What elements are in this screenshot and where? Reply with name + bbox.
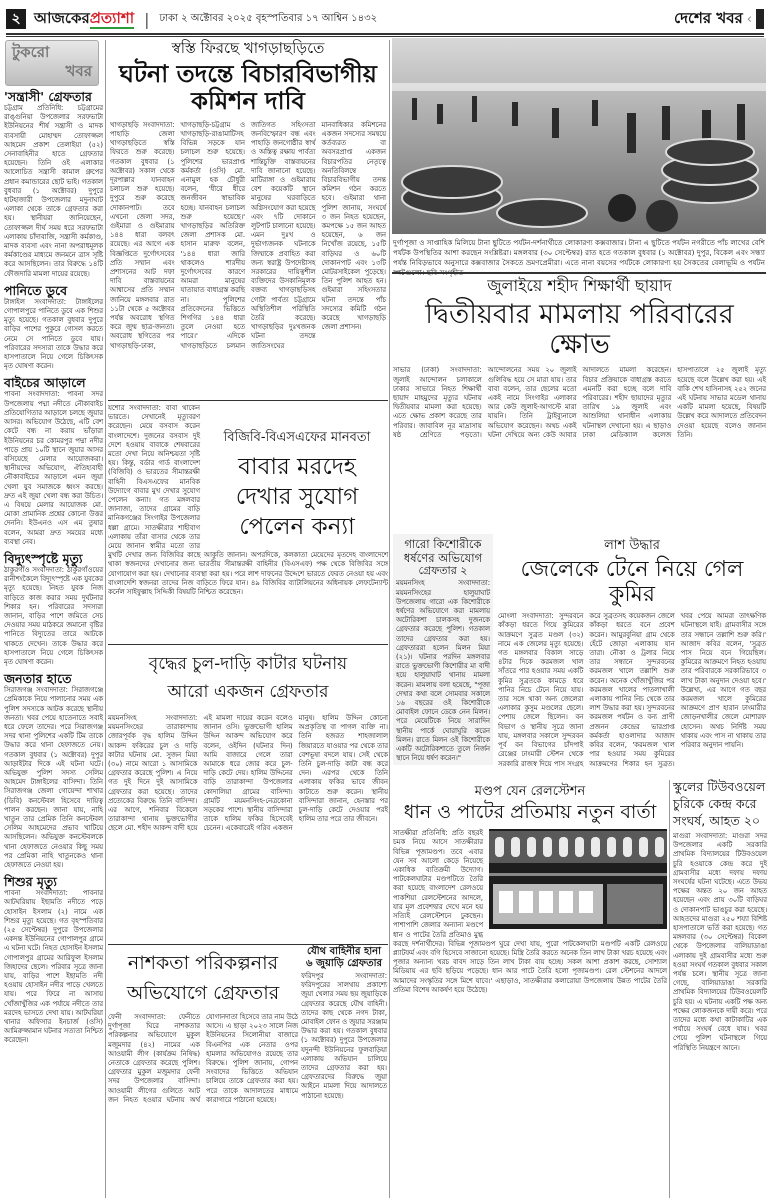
- lead-story: [110, 38, 386, 351]
- brief-title: বাইচের আড়ালে: [4, 375, 86, 391]
- story-headline: বাবার মরদেহ দেখার সুযোগ পেলেন কন্যা: [235, 454, 359, 540]
- brief-story: [4, 671, 103, 870]
- mandap-story: [393, 782, 667, 995]
- brief-body: পাবনা সংবাদদাতা: পাবনার আটঘরিয়ায় ইছামতি নদীতে পড়ে হোসাইন ইসলাম (২) নামে এক শিশুর মৃত্যু হয়েছে। গত বৃহস্পতিবার (২৫ সেপ্টেম্বর) দুপুরে উপজেলার একদন্ত ইউনিয়নের গোপালপুর গ্রামে এ ঘটনা ঘটে। নিহত হোসাইন ইসলাম গোপালপুর গ্রামের আরিফুল ইসলাম জিহাদের ছেলে। পরিবার সূত্রে জানা যায়, বাড়ির পাশে ইছামতি নদী হওয়ায় হোসাইন নদীর পাড়ে খেলতে যায়। পরে ফিরে না আসায় খোঁজাখুঁজির এক পর্যায়ে নদীতে তার মরদেহ ভাসতে দেখা যায়। আটঘরিয়া থানার অফিসার ইনচার্জ (ওসি) আমিরুজ্জামান ঘটনার সত্যতা নিশ্চিত করেছেন।: [4, 889, 103, 1045]
- story-headline: ধান ও পাটের প্রতিমায় নতুন বার্তা: [403, 801, 657, 823]
- divider: [108, 644, 388, 645]
- beach-crowd-image: [392, 38, 766, 234]
- bgb-story: [108, 404, 388, 597]
- sidebar-briefs: [4, 89, 103, 1050]
- story-body: ফেনী সংবাদদাতা: ফেনীতে দুর্গাপূজা ঘিরে নাশকতার পরিকল্পনার অভিযোগে মুকুল মজুমদার (৪২) নামের এক আওয়ামী লীগ (কার্যক্রম নিষিদ্ধ) নেতাকে গ্রেফতার করেছে পুলিশ। গ্রেফতার মুকুল মজুমদার ফেনী সদর উপজেলার বাসিন্দা। আওয়ামী লীগের গুলিতে আট জন নিহত হওয়ার ঘটনায় অর্থ যোগানদাতা হিসেবে তার নাম উঠে আসে। এ ছাড়া ২০২৩ সালে নিজ ইউনিয়নের সিলোনীয়া বাজারে বিএনপির এক নেতার ওপর হামলার অভিযোগও রয়েছে তার বিরুদ্ধে। পুলিশ জানায়, গোপন সংবাদের ভিত্তিতে অভিযান চালিয়ে তাকে গ্রেফতার করা হয়। পরে তাকে আদালতের মাধ্যমে কারাগারে পাঠানো হয়েছে।: [108, 1013, 298, 1104]
- story-body: ফরিদপুর সংবাদদাতা: ফরিদপুরের সালথায় প্রকাশ্যে জুয়া খেলার সময় ছয় জুয়াড়িকে গ্রেফতার করেছে যৌথ বাহিনী। তাদের কাছ থেকে নগদ টাকা, মোবাইল ফোন ও জুয়ার সরঞ্জাম উদ্ধার করা হয়। গতকাল বুধবার (১ অক্টোবর) দুপুরে উপজেলার যদুনন্দী ইউনিয়নের ফুলবাড়িয়া এলাকায় অভিযান চালিয়ে তাদের গ্রেফতার করা হয়। গ্রেফতারদের বিরুদ্ধে জুয়া আইনে মামলা দিয়ে আদালতে পাঠানো হয়েছে।: [301, 972, 387, 1100]
- crocodile-story: [498, 536, 766, 769]
- story-body: যশোর সংবাদদাতা: বাবা থাকেন ভারতে। সেখানেই মৃত্যুবরণ করেছেন। মেয়ে বসবাস করেন বাংলাদেশে। দুজনের বসবাস দুই দেশে হওয়ায় বাবাকে শেষবারের মতো দেখা নিয়ে অনিশ্চয়তা সৃষ্টি হয়। কিন্তু, বর্ডার গার্ড বাংলাদেশ (বিজিবি) ও ভারতের সীমান্তরক্ষী বাহিনী বিএসএফের মানবিক উদ্যোগে বাবার মুখ দেখার সুযোগ পেলেন কন্যা। গত মঙ্গলবার জানাজা, তাদের গ্রামের বাড়ি মানিকগঞ্জের সিংগাইর উপজেলার ধল্লা গ্রামে। সাতক্ষীরার শাহীবাগ এলাকায় তাঁরা বাসার থেকে তার মেয়ে জানান স্বামীর মতো তার মুখটি দেখার জন্য বিজিবির কাছে আকুতি জানান। অপরদিকে, কলকাতা মেয়েদের মৃতদেহ বাংলাদেশে থাকা স্বজনদের দেখানোর জন্য ভারতীয় সীমান্তরক্ষী বাহিনীর (বিএসএফ) পক্ষ থেকে বিজিবির সঙ্গে যোগাযোগ করা হয়। দেখানোর ব্যবস্থা করা হয়। পরে লাশ দাফনের উদ্দেশে ভারতে ফেরত নেওয়া হয় এবং বাংলাদেশি স্বজনরা তাদের নিজ বাড়িতে ফিরে যান। ৪৯ বিজিবির ব্যাটালিয়নের অধিনায়ক লেফটেন্যান্ট কর্নেল সাইফুল্লাহ সিদ্দিকী বিষয়টি নিশ্চিত করেছেন।: [108, 404, 388, 597]
- photo-caption: দুর্গাপূজা ও সাপ্তাহিক মিলিয়ে টানা ছুটিতে পর্যটন-দর্শনার্থীতে লোকারণ্য কক্সবাজার। টানা এ ছুটিতে পর্যটন নগরীতে পাঁচ লাখের বেশি পর্যটক উপস্থিতির আশা করছেন সংশ্লিষ্টরা। মঙ্গলবার (৩০ সেপ্টেম্বর) রাত হতে গতকাল বুধবার (১ অক্টোবর) দুপুর, বিকেল এবং সন্ধ্যা পর্যন্ত নিবিড়ভাবে অনুসারে কক্সবাজার সৈকতে ভ্রমণপ্রেমীরা। এতে নানা বয়সের পর্যটকে লোকারণ্য হয় সৈকতের বেলাভূমি ও পর্যটন: [393, 238, 765, 267]
- tubewell-clash-story: [673, 778, 767, 1053]
- story-headline: দ্বিতীয়বার মামলায় পরিবারের ক্ষোভ: [425, 299, 734, 361]
- brief-body: চট্টগ্রাম প্রতিনিধি: চট্টগ্রামের রাঙ্গুনিয়া উপজেলার সরফভাটা ইউনিয়নের শীর্ষ সন্ত্রাসী ও মাদক ব্যবসায়ী মোহাম্মদ তোফাজ্জল আহমেদ প্রকাশ তেলাইয়া (৫২) সেনাবাহিনীর হাতে গ্রেফতার হয়েছেন। তিনি ওই এলাকার আলোচিত সন্ত্রাসী কামাল গ্রুপের প্রধান কমান্ডারের ছোট ভাই। গতকাল বুধবার (১ অক্টোবর) দুপুরে হাটহাজারী উপজেলার মদুনাঘাট এলাকা থেকে তাকে গ্রেফতার করা হয়। স্থানীয়রা জানিয়েছেন, তোফাজ্জল দীর্ঘ সময় ধরে সরফভাটা এলাকায় চাঁদাবাজি, সন্ত্রাসী কর্মকাণ্ড, মাদক ব্যবসা এবং নানা অপরাধমূলক কর্মকাণ্ডের মাধ্যমে জনমনে ত্রাস সৃষ্টি করে আসছিলেন। তার বিরুদ্ধে ১৪টি ফৌজদারি মামলা দায়ের রয়েছে।: [4, 104, 103, 278]
- story-kicker: জুলাইয়ে শহীদ শিক্ষার্থী ছায়াদ: [487, 276, 672, 295]
- brief-story: [4, 283, 103, 372]
- story-body: ময়মনসিংহ সংবাদদাতা: ময়মনসিংহের হালুয়াঘাট উপজেলায় গারো এক কিশোরীকে ধর্ষণের অভিযোগে করা মামলায় অটোরিকশা চালকসহ দুজনকে গ্রেফতার করেছে পুলিশ। গতকাল তাদের গ্রেফতার করা হয়। গ্রেফতাররা হলেন মিলন মিয়া (২১)। ঘটনার পরদিন মঙ্গলবার রাতে ভুক্তভোগী কিশোরীর মা বাদী হয়ে হালুয়াঘাট থানায় মামলা করেন। মামলায় বলা হয়েছে, "পূজা দেখার কথা বলে সোমবার সকালে ১৬ বছরের ওই কিশোরীকে মোবাইল ফোনে ডেকে নেন মিলন। পরে মেয়েটিকে নিয়ে সারাদিন স্থানীয় পার্কে ঘোরাঘুরি করেন মিলন। রাতে মিলন ওই কিশোরীকে একটি অটোরিকশাতে তুলে নির্জন স্থানে নিয়ে ধর্ষণ করেন।": [396, 579, 490, 763]
- masthead-logo: আজকেরপ্রত্যাশা: [34, 8, 135, 27]
- story-kicker: বিজিবি-বিএসএফের মানবতা: [223, 430, 371, 445]
- mandap-image: [489, 829, 667, 929]
- story-subhead: গ্রেফতার ২: [418, 564, 468, 577]
- brief-title: শিশুর মৃত্যু: [4, 874, 57, 890]
- brief-story: [4, 551, 103, 667]
- story-body: ময়মনসিংহ সংবাদদাতা: ময়মনসিংহের তারাকান্দায় জোরপূর্বক বৃদ্ধ হালিম উদ্দিন আকন্দ ফকিরের চুল ও দাড়ি কাটার ঘটনায় মো. সুজন মিয়া (৩০) নামে আরো ১ আসামিকে গ্রেফতার করেছে পুলিশ। এ নিয়ে গত দুই দিনে দুই আসামিকে গ্রেফতার করা হয়েছে। তাদের প্রত্যেকের বিরুদ্ধে তিনি বাসিন্দা। এর আগে, শনিবার বিকেলে তারাকান্দা থানায় ভুক্তভোগীর ছেলে মো. শহীদ আকন্দ বাদী হয়ে এই মামলা দায়ের করেন বলেও জানান ওসি। ভুক্তভোগী হালিম উদ্দিন আকন্দ অভিযোগ করে বলেন, ওইদিন (ঘটনার দিন) আমি বাজারে গেলে তারা আমাকে ধরে জোর করে চুল-দাড়ি কেটে দেয়। হালিম উদ্দিনের বাড়ি তারাকান্দা উপজেলার কোদালিয়া গ্রামের বাসিন্দা। গ্রামটি ময়মনসিংহ-নেত্রকোনা সড়কের পাশে। স্থানীয় বাসিন্দারা তাকে হালিম ফকির হিসেবেই চেনেন। একেবারেই গরিব একজন মানুষ। হালিম উদ্দিন কোনো অপ্রকৃতিস্থ বা পাগল ব্যক্তি না। তিনি হজরত শাহজালাল জিয়ারতে যাওয়ার পর থেকে তার বেশভূষা বদলে যায়। সেই থেকে তিনি চুল-দাড়ি কাটা বন্ধ করে দেন। এরপর থেকে তিনি এলাকায় ফকির ভাবে জীবন কাটাতে শুরু করেন। স্থানীয় বাসিন্দারা জানান, হেনস্তার পর চুল-দাড়ি কেটে দেওয়ার পরই হালিম তার পরে তার জীবনে।: [108, 714, 388, 833]
- sabotage-arrest-story: [108, 948, 298, 1105]
- section-title: দেশের খবর: [674, 8, 743, 27]
- story-body: খাগড়াছড়ি সংবাদদাতা: পাহাড়ি জেলা খাগড়াছড়িতে স্বস্তি ফিরতে শুরু করেছে। গতকাল বুধবার (১ অক্টোবর) সকাল থেকে দূরপাল্লার যানবাহন চলাচল শুরু হয়েছে। দুপুরে শুরু করেছে দোকানপাট। তবে এখনো জেলা সদর, গুইমারা ও গুইমারায় ১৪৪ ধারা বলবৎ রয়েছে। এর আগে এক বিজ্ঞপ্তিতে দুর্গোৎসবের প্রতি সম্মান এবং প্রশাসনের আট দফা দাবি বাস্তবায়নের আশ্বাসের প্রতি সম্মান জানিয়ে মঙ্গলবার রাত ১১টা থেকে ৫ অক্টোবর পর্যন্ত অবরোধ স্থগিত করে জুম্ম ছাত্র-জনতা। অবরোধ স্থগিতের পর খাগড়াছড়ি-ঢাকা, খাগড়াছড়ি-চট্টগ্রাম ও খাগড়াছড়ি-রাঙামাটিসহ বিভিন্ন সড়কে যান চলাচল শুরু হয়েছে। পুলিশের ভারপ্রাপ্ত কর্মকর্তা (ওসি) মো. এনামুল হক চৌধুরী বলেন, 'ধীরে ধীরে জনজীবন স্বাভাবিক হচ্ছে। যানবাহন চলাচল শুরু হয়েছে।' খাগড়াছড়ির অতিরিক্ত জেলা প্রশাসক মো. হাসান মারুফ বলেন, '১৪৪ ধারা জারি থাকলেও শারদীয় দুর্গোৎসবের কারণে আমরা মানুষের যাতায়াত বাধাগ্রস্ত করছি না। পুলিশের প্রতিবেদনের ভিত্তিতে শিগগির ১৪৪ ধারা তুলে নেওয়া হতে পারে।' এদিকে খাগড়াছড়িতে চলমান জাতিগত সহিংসতা জনবিস্ফোরণ বন্ধ এবং পাহাড়ি জনগোষ্ঠীর স্বার্থ ও অস্তিত্ব রক্ষায় পার্বত্য শান্তিচুক্তি বাস্তবায়নের দাবি জানানো হয়েছে। মাটিরাঙ্গা ও গুইমারায় বেশ কয়েকটি স্থানে মানুষের ঘরবাড়িতে অগ্নিসংযোগ করা হয়েছে এবং ৭টি দোকানে লুটপাট চালানো হয়েছে। এমন দুঃখ ও দুর্ভাগ্যজনক ঘটনাকে জিম্মাকে প্রবাহিত করা জন্য স্বরাষ্ট্র উপদেষ্টাসহ সরকারের দায়িত্বশীল ব্যক্তিদের উসকানিমূলক বক্তব্য খাগড়াছড়িসহ গোটা পার্বত্য চট্টগ্রামে অস্থিতিশীল পরিস্থিতি তৈরি করেছে। খাগড়াছড়ির দুঃখজনক ঘটনা তদন্তে জাতিসংঘের মানবাধিকার কমিশনের একজন সদস্যের সমন্বয়ে কর্তব্যরত বা অবসরপ্রাপ্ত একজন বিচারপতির নেতৃত্বে অনতিবিলম্বে বিচারবিভাগীয় তদন্ত কমিশন গঠন করতে হবে। গুইমারা থানা পুলিশ জানায়, সংঘর্ষে ৩ জন নিহত হয়েছেন, কমপক্ষে ১৫ জন আহত হয়েছেন, ৬ জন নিখোঁজ রয়েছে, ১৫টি বাড়িঘর ও ৬০টি দোকানপাট এবং ১৩টি মোটরসাইকেল পুড়েছে। তিন পুলিশ আহত হন। গুইমারা সহিংসতার ঘটনা তদন্তে পাঁচ সদস্যের কমিটি গঠন করেছে খাগড়াছড়ি জেলা প্রশাসন।: [110, 120, 386, 350]
- brief-story: [4, 375, 103, 546]
- story-kicker: মণ্ডপ যেন রেলস্টেশন: [474, 784, 586, 799]
- page-header: [6, 8, 764, 30]
- column-divider: [669, 780, 670, 1198]
- beach-photo: [392, 38, 766, 234]
- brief-body: পাবনা সংবাদদাতা: পাবনা সদর উপজেলায় পদ্মা নদীতে নৌকাবাইচ প্রতিযোগিতার আড়ালে চলছে জুয়ার আসর। অভিযোগ উঠেছে, এটি বেশ কেটে বন্ধ না করায় ভাঁড়ারা ইউনিয়নের চর কোমরপুর পদ্মা নদীর পাড়ে প্রায় ১০টি স্থানে জুয়ার আসর বসিয়েছে মেলার আয়োজকরা। স্থানীয়দের অভিযোগ, ঐতিহ্যবাহী নৌকাবাইচের আড়ালে এমন জুয়া খেলা যুব সমাজকে ধ্বংস করছে। দ্রুত এই জুয়া খেলা বন্ধ করা উচিত। এ বিষয়ে মেলার আয়োজক মো. মোকা প্রামানিক প্রশ্নের কোনো উত্তর দেননি। ইউএনও এস এম তুষার বলেন, আমরা দ্রুত সময়ের মধ্যে ব্যবস্থা নেব।: [4, 390, 103, 546]
- column-divider: [105, 40, 106, 1198]
- story-body: মোংলা সংবাদদাতা: সুন্দরবনে কাঁকড়া ধরতে গিয়ে কুমিরের আক্রমণে সুব্রত মণ্ডল (৩২) নামে এক জেলের মৃত্যু হয়েছে। গত মঙ্গলবার বিকাল সাড়ে ৪টার দিকে করমজল খাল সাঁতরে পার হওয়ার সময় একটি কুমির সুব্রতকে কামড়ে ধরে পানির নিচে টেনে নিয়ে যায়। তার সঙ্গে থাকা অন্য জেলেরা এলাকার কুসুম মণ্ডলের ছেলে। পেশায় জেলে ছিলেন। বন বিভাগ ও স্থানীয় সূত্রে জানা যায়, মঙ্গলবার সকালে সুন্দরবন পূর্ব বন বিভাগের চাঁদপাই রেঞ্জের ঢাংমারী স্টেশন থেকে সরকারি রাজস্ব দিয়ে পাস সংগ্রহ করে সুব্রতসহ কয়েকজন জেলে কাঁকড়া ধরতে বনে প্রবেশ করেন। আমুরবুনিয়া গ্রাম থেকে হেঁটে জোড়া এলাকায় যান তারা। নৌকা ও ট্রলার নিয়ে তার সন্ধানে সুন্দরবনের করমজল খালে তল্লাশি শুরু করেন। অনেক খোঁজাখুঁজির পর করমজল খালের পাতলাখালী এলাকায় পানির নিচ থেকে তার লাশ উদ্ধার করা হয়। সুন্দরবনের করমজল পর্যটন ও বন্য প্রাণী প্রজনন কেন্দ্রের ভারপ্রাপ্ত কর্মকর্তা হাওলাদার আজাদ কবির বলেন, 'করমজল খাল পার হওয়ার সময় কুমিরের আক্রমণের শিকার হন সুব্রত। খবর পেয়ে আমরা তাৎক্ষণিক ঘটনাস্থলে যাই। গ্রামবাসীর সঙ্গে তার সন্ধানে তল্লাশি শুরু করি।' আজাদ কবির বলেন, 'সুব্রত পাস নিয়ে বনে গিয়েছিল। কুমিরের আক্রমণে নিহত হওয়ায় তার পরিবারকে সরকারিভাবে ৩ লাখ টাকা অনুদান দেওয়া হবে।' উল্লেখ্য, এর আগে গত বছর করমজল খালে কুমিরের আক্রমণে প্রাণ হারান ঢাংমারীর জোড়নখালীর জেলে মোশারফ হোসেন। অথচ নির্দিষ্ট সময় থাকায় এবং পাস না থাকায় তার পরিবার অনুদান পায়নি।: [498, 612, 766, 768]
- divider: [392, 272, 766, 274]
- column-divider: [389, 40, 390, 1198]
- story-kicker: যৌথ বাহিনীর হানা: [306, 946, 382, 957]
- header-rule: [6, 33, 764, 37]
- divider: |: [144, 9, 150, 29]
- story-headline: ৬ জুয়াড়ি গ্রেফতার: [306, 958, 382, 969]
- divider: [108, 944, 388, 945]
- chevron-left-icon: ‹: [746, 11, 752, 27]
- divider: [108, 400, 388, 401]
- brief-title: 'সন্ত্রাসী' গ্রেফতার: [4, 89, 92, 104]
- brief-title: জনতার হাতে: [4, 671, 72, 687]
- brief-title: পানিতে ডুবে: [4, 282, 68, 298]
- story-headline: বৃদ্ধের চুল-দাড়ি কাটার ঘটনায় আরো একজন গ্রেফতার: [148, 654, 348, 702]
- story-body: সাতক্ষীরা প্রতিনিধি: প্রতি বছরই চমক নিয়ে আসে সাতক্ষীরার বিভিন্ন পূজামণ্ডপ। তবে এবার যেন সব আলো কেড়ে নিয়েছে একাধিক ব্যতিক্রমী উদ্যোগ। পাটকেলঘাটার মণ্ডপটিতে তৈরি করা হয়েছে বাংলাদেশ রেলওয়ে পাকশিয়া রেলস্টেশনের আদলে, যার মূল প্রবেশদ্বার দেখে মনে হয় সত্যিই রেলস্টেশনে ঢুকছেন। পাশাপাশি জেলার অন্যান্য মণ্ডপে ধান ও পাটের তৈরি প্রতিমাও মুগ্ধ করছে দর্শনার্থীদের। বিভিন্ন পূজামণ্ডপ ঘুরে দেখা যায়, পুরো পাটকেলঘাটা মণ্ডপটি একটি রেলওয়ে প্ল্যাটফর্ম এবং বগি হিসেবে সাজানো হয়েছে। মিস্ত্রি তৈরি করতে অনেক তিন লাখ টাকা খরচ হয়েছে এবং পূজার অন্যান্য খরচ বাবদ সাড়ে তিন লাখ টাকা ব্যয় হচ্ছে। সকল আশা প্রকাশ করছে, সোশ্যাল মিডিয়ায় এর ছবি ছড়িয়ে পড়েছে। ধান আর পাটে তৈরি হলো পূজামণ্ডপ। রেল স্টেশনের আদলে আমাদের সংস্কৃতির সঙ্গে মিশে যাবে।' এছাড়াও, সাতক্ষীরার কলারোয়া উপজেলায় উন্নত পাটের তৈরি প্রতিমা বিশেষ আকর্ষণ হয়ে উঠেছে।: [393, 829, 667, 994]
- brief-story: [4, 89, 103, 279]
- story-kicker: স্বস্তি ফিরছে খাগড়াছড়িতে: [171, 39, 325, 57]
- july-martyr-story: [393, 276, 766, 440]
- story-headline: জেলেকে টেনে নিয়ে গেল কুমির: [520, 557, 744, 607]
- story-headline: গারো কিশোরীকে ধর্ষণের অভিযোগ: [403, 537, 483, 565]
- story-body: মাগুরা সংবাদদাতা: মাগুরা সদর উপজেলার একটি সরকারি প্রাথমিক বিদ্যালয়ের টিউবওয়েল চুরি হওয়াকে কেন্দ্র করে দুই গ্রামবাসীর মধ্যে দফায় দফায় সংঘর্ষের ঘটনা ঘটেছে। এতে উভয় পক্ষের অন্তত ২০ জন আহত হয়েছেন এবং প্রায় ৩০টি বাড়িঘর ও দোকানপাট ভাঙচুর করা হয়েছে। আহতদের মাগুরা ২৫০ শয্যা বিশিষ্ট হাসপাতালে ভর্তি করা হয়েছে। গত মঙ্গলবার (৩০ সেপ্টেম্বর) বিকেল থেকে উপজেলার বালিয়াডাঙা এলাকায় দুই গ্রামবাসীর মধ্যে শুরু হওয়া সংঘর্ষ গতকাল বুধবার সকাল পর্যন্ত চলে। স্থানীয় সূত্রে জানা গেছে, বালিয়াডাঙা সরকারি প্রাথমিক বিদ্যালয়ের টিউবওয়েলটি চুরি হয়। এ ঘটনায় একটি পক্ষ অন্য পক্ষের লোকজনকে দায়ী করে। পরে তাদের মধ্যে কথা কাটাকাটির এক পর্যায়ে সংঘর্ষ বেধে যায়। খবর পেয়ে পুলিশ ঘটনাস্থলে গিয়ে পরিস্থিতি নিয়ন্ত্রণে আনে।: [673, 832, 767, 1052]
- story-body: সাভার (ঢাকা) সংবাদদাতা: জুলাই আন্দোলন চলাকালে ঢাকার সাভারে নিহত শিক্ষার্থী ছায়াদ মাহমুদের মৃত্যুর ঘটনায় দ্বিতীয়বার মামলা করা হয়েছে। এতে ক্ষোভ প্রকাশ করেছে তার পরিবার। জাবাবিল নূর মাদ্রাসায় ষষ্ঠ শ্রেণিতে পড়তো। আন্দোলনের সময় ২০ জুলাই গুলিবিদ্ধ হয়ে সে মারা যায়। তার বাবা বলেন, তার ছেলের মতো একই নামে সিংগাইর এলাকার আর কেউ জুলাই-আগস্টে মারা যায়নি। তিনি ট্রাইব্যুনালে অভিযোগ করেছেন। অথচ একই ঘটনা দেখিয়ে অন্য কেউ আবার আদালতে মামলা করেছেন। বিচার প্রক্রিয়াকে বাধাগ্রস্ত করতে এমনটি করা হচ্ছে বলে দাবি পরিবারের। শহীদ ছায়াদের মৃত্যুর তারিখ ১৯ জুলাই এবং আশুলিয়া থানাধীন এলাকায় ঘটনাস্থল দেখানো হয়। এ ছাড়াও ঢাকা মেডিক্যাল কলেজ হাসপাতালে ২৫ জুলাই মৃত্যু হয়েছে বলে উল্লেখ করা হয়। এই বাকি শেখ হাসিনাসহ ২৫২ জনের এই ঘটনায় সাভার মডেল থানায় একটি মামলা হয়েছে, বিষয়টি উল্লেখ করে আদালতে প্রতিবেদন দেওয়া হয়েছে বলেও জানান তিনি।: [393, 366, 766, 439]
- page-number: ২: [6, 9, 26, 29]
- brief-story: [4, 874, 103, 1045]
- bgb-headline-block: [206, 404, 388, 542]
- railway-mandap-photo: [489, 829, 667, 929]
- brief-body: সিরাজগঞ্জ সংবাদদাতা: সিরাজগঞ্জে প্রেমিকাকে নিয়ে পালানোর সময় এক পুলিশ সদস্যকে আটক করেছে স্থানীয় জনতা। খবর পেয়ে হাতেনাতে সবাই ধরে ফেলে তাদের। পরে সিরাজগঞ্জ সদর থানা পুলিশের একটি টিম তাকে উদ্ধার করে থানা হেফাজতে নেয়। গতকাল বুধবার (১ অক্টোবর) দুপুর আড়াইটার দিকে এই ঘটনা ঘটে। অভিযুক্ত পুলিশ সদস্য সেলিম আহমেদ টাঙ্গাইলের বাসিন্দা। তিনি সিরাজগঞ্জ জেলা গোয়েন্দা শাখার (ডিবি) কনস্টেবল হিসেবে দায়িত্ব পালন করছেন। জানা যায়, নাহি খাতুন তার প্রেমিক তিনি কনস্টেবল সেলিম আহমেদের প্রভাব খাটিয়ে আসছিলেন। অভিযুক্ত কনস্টেবলকে থানা হেফাজতে নেওয়ার কিছু সময় পর প্রেমিকা নাহি খাতুনকেও থানা হেফাজতে নেওয়া হয়।: [4, 686, 103, 870]
- date-line: ঢাকা ২ অক্টোবর ২০২৫ বৃহস্পতিবার ১৭ আশ্বিন ১৪৩২: [159, 12, 378, 24]
- elder-beard-story: [108, 650, 388, 834]
- gamblers-arrest-story: [301, 946, 387, 1101]
- tukro-khobor-logo: টুকরো খবর: [5, 40, 99, 86]
- brief-body: ঠাকুরগাঁও সংবাদদাতা: ঠাকুরগাঁওয়ের রানীশংকৈলে বিদ্যুৎস্পৃষ্টে এক যুবকের মৃত্যু হয়েছে। নিহত যুবক নিজ বাড়িতে কাজ করার সময় দুর্ঘটনার শিকার হন। পরিবারের সদস্যরা জানান, বাড়ির পাশে জমিতে সেচ দেওয়ার সময় মাঠকরে জমানো বৃষ্টির পানিতে বিদ্যুতের তারে আটকে থাকতে দেখেন। তাকে উদ্ধার করে হাসপাতালে নিয়ে গেলে চিকিৎসক মৃত ঘোষণা করেন।: [4, 565, 103, 666]
- garo-story: [393, 534, 493, 765]
- story-headline: নাশকতা পরিকল্পনার অভিযোগে গ্রেফতার: [126, 952, 280, 1004]
- story-headline: স্কুলের টিউবওয়েল চুরিকে কেন্দ্র করে সংঘর্ষ, আহত ২০: [673, 779, 766, 828]
- brief-body: টাঙ্গাইল সংবাদদাতা: টাঙ্গাইলের গোপালপুরে পানিতে ডুবে এক শিশুর মৃত্যু হয়েছে। গতকাল বুধবার দুপুরে বাড়ির পাশের পুকুরে গোসল করতে নেমে সে পানিতে ডুবে যায়। পরিবারের সদস্যরা তাকে উদ্ধার করে হাসপাতালে নিয়ে গেলে চিকিৎসক মৃত ঘোষণা করেন।: [4, 297, 103, 371]
- brief-title: বিদ্যুৎস্পৃষ্টে মৃত্যু: [4, 550, 83, 566]
- story-headline: ঘটনা তদন্তে বিচারবিভাগীয় কমিশন দাবি: [119, 60, 377, 115]
- story-kicker: লাশ উদ্ধার: [604, 538, 660, 553]
- section-marker: [756, 9, 764, 29]
